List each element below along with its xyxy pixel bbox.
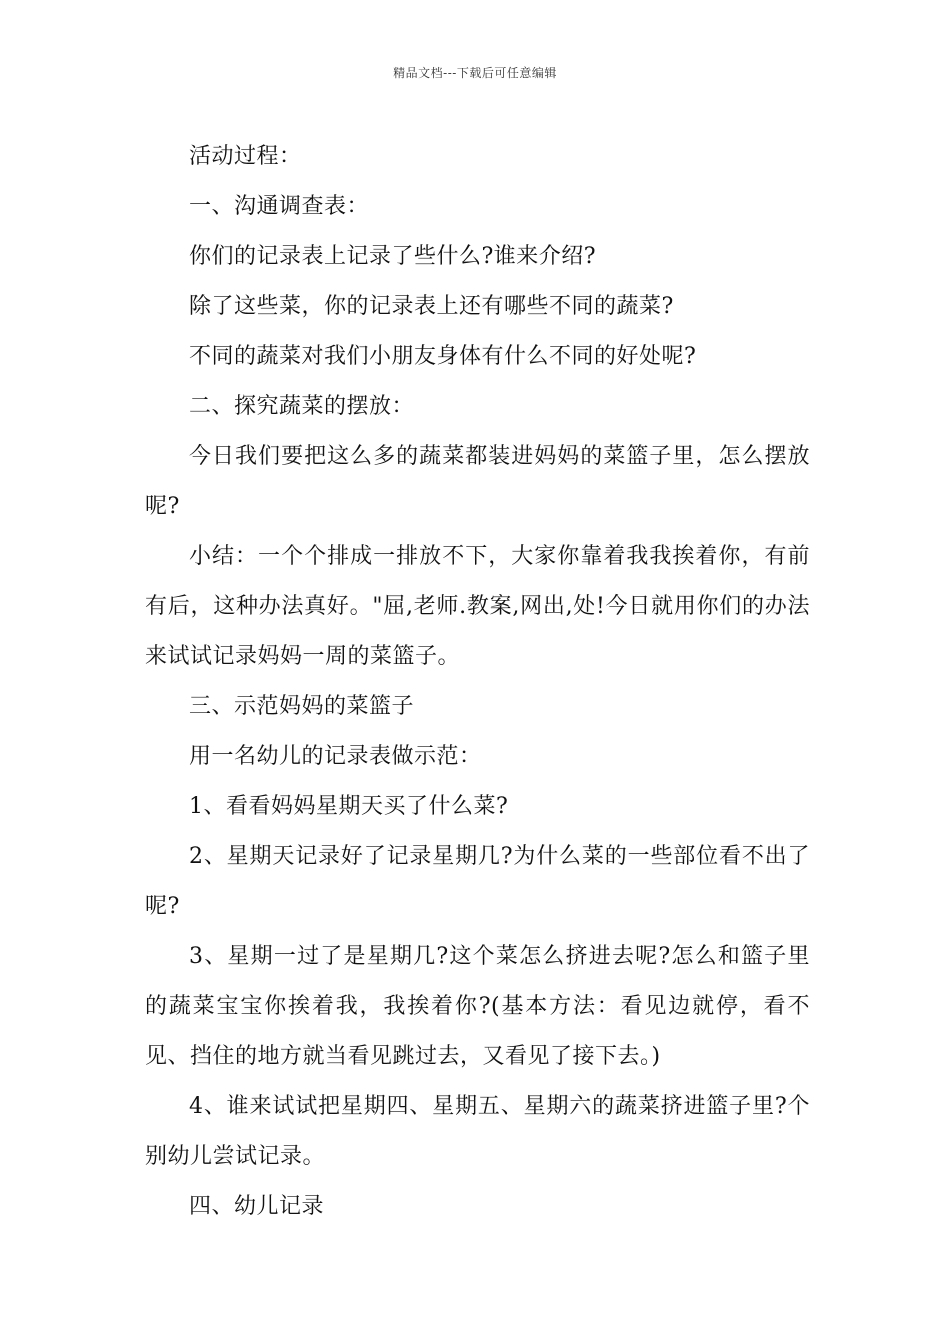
paragraph-question-other-vegetables: 除了这些菜，你的记录表上还有哪些不同的蔬菜? [189,294,674,319]
paragraph-activity-process: 活动过程： [189,144,302,169]
paragraph-step-2: 2、星期天记录好了记录星期几?为什么菜的一些部位看不出了呢? [145,844,810,919]
paragraph-step-3: 3、星期一过了是星期几?这个菜怎么挤进去呢?怎么和篮子里的蔬菜宝宝你挨着我，我挨着你?(基本方法：看见边就停，看不见、挡住的地方就当看见跳过去，又看见了接下去。) [145,944,810,1069]
document-body [145,132,810,1232]
paragraph-step-1: 1、看看妈妈星期天买了什么菜? [189,794,509,819]
paragraph-question-records: 你们的记录表上记录了些什么?谁来介绍? [189,244,597,269]
paragraph-step-4: 4、谁来试试把星期四、星期五、星期六的蔬菜挤进篮子里?个别幼儿尝试记录。 [145,1094,810,1169]
paragraph-demo-intro: 用一名幼儿的记录表做示范： [189,744,482,769]
paragraph-summary: 小结：一个个排成一排放不下，大家你靠着我我挨着你，有前有后，这种办法真好。"屈,老师.教案,网出,处!今日就用你们的办法来试试记录妈妈一周的菜篮子。 [145,544,810,669]
paragraph-section-two-heading: 二、探究蔬菜的摆放： [189,394,415,419]
paragraph-basket-question: 今日我们要把这么多的蔬菜都装进妈妈的菜篮子里，怎么摆放呢? [145,444,810,519]
paragraph-section-one-heading: 一、沟通调查表： [189,194,370,219]
paragraph-section-three-heading: 三、示范妈妈的菜篮子 [189,694,415,719]
paragraph-section-four-heading: 四、幼儿记录 [189,1194,325,1219]
paragraph-question-benefits: 不同的蔬菜对我们小朋友身体有什么不同的好处呢? [189,344,697,369]
page-header: 精品文档---下载后可任意编辑 [393,66,557,80]
